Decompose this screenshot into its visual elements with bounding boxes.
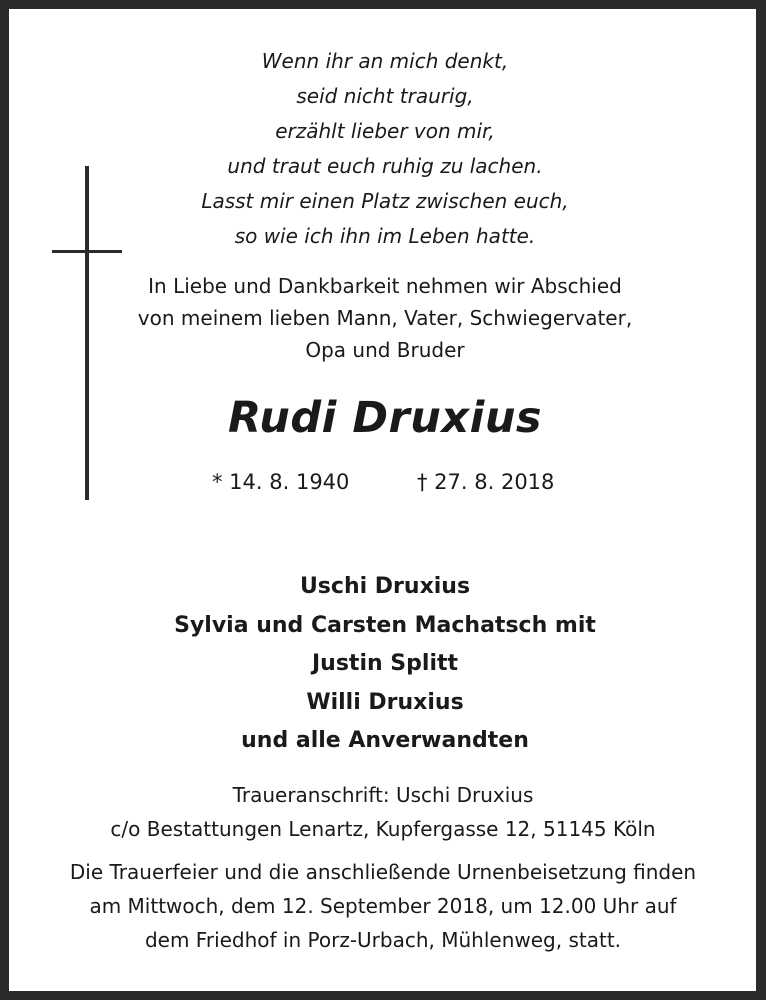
ceremony-details bbox=[40, 855, 726, 957]
cross-icon-horizontal-bar bbox=[52, 250, 122, 253]
cross-icon-vertical-bar bbox=[85, 166, 89, 500]
mourner-line: Uschi Druxius bbox=[299, 574, 471, 599]
mourner-line: Sylvia und Carsten Machatsch mit bbox=[174, 612, 596, 638]
ceremony-line: dem Friedhof in Porz-Urbach, Mühlenweg, statt. bbox=[144, 928, 622, 952]
mourner-line: und alle Anverwandten bbox=[241, 728, 529, 753]
mourning-address bbox=[60, 778, 706, 846]
farewell-intro bbox=[100, 270, 670, 366]
poem-line: Wenn ihr an mich denkt, bbox=[261, 49, 509, 73]
intro-line: In Liebe und Dankbarkeit nehmen wir Abschied bbox=[148, 274, 622, 298]
poem-line: und traut euch ruhig zu lachen. bbox=[227, 154, 543, 178]
poem-line: Lasst mir einen Platz zwischen euch, bbox=[201, 189, 569, 213]
death-date: † 27. 8. 2018 bbox=[417, 470, 555, 494]
mourner-line: Willi Druxius bbox=[306, 689, 464, 715]
memorial-poem bbox=[130, 44, 640, 254]
poem-line: seid nicht traurig, bbox=[296, 84, 474, 108]
intro-line: von meinem lieben Mann, Vater, Schwiegervater, bbox=[137, 306, 633, 330]
birth-date: * 14. 8. 1940 bbox=[212, 470, 350, 494]
address-line: c/o Bestattungen Lenartz, Kupfergasse 12, 51145 Köln bbox=[110, 817, 656, 841]
poem-line: erzählt lieber von mir, bbox=[275, 119, 495, 143]
ceremony-line: Die Trauerfeier und die anschließende Urnenbeisetzung finden bbox=[69, 860, 697, 884]
address-line: Traueranschrift: Uschi Druxius bbox=[232, 783, 534, 807]
ceremony-line: am Mittwoch, dem 12. September 2018, um 12.00 Uhr auf bbox=[89, 894, 677, 918]
poem-line: so wie ich ihn im Leben hatte. bbox=[234, 224, 536, 248]
mourners-list bbox=[80, 568, 690, 761]
mourner-line: Justin Splitt bbox=[311, 651, 459, 676]
deceased-name: Rudi Druxius bbox=[227, 393, 543, 443]
intro-line: Opa und Bruder bbox=[305, 338, 465, 362]
